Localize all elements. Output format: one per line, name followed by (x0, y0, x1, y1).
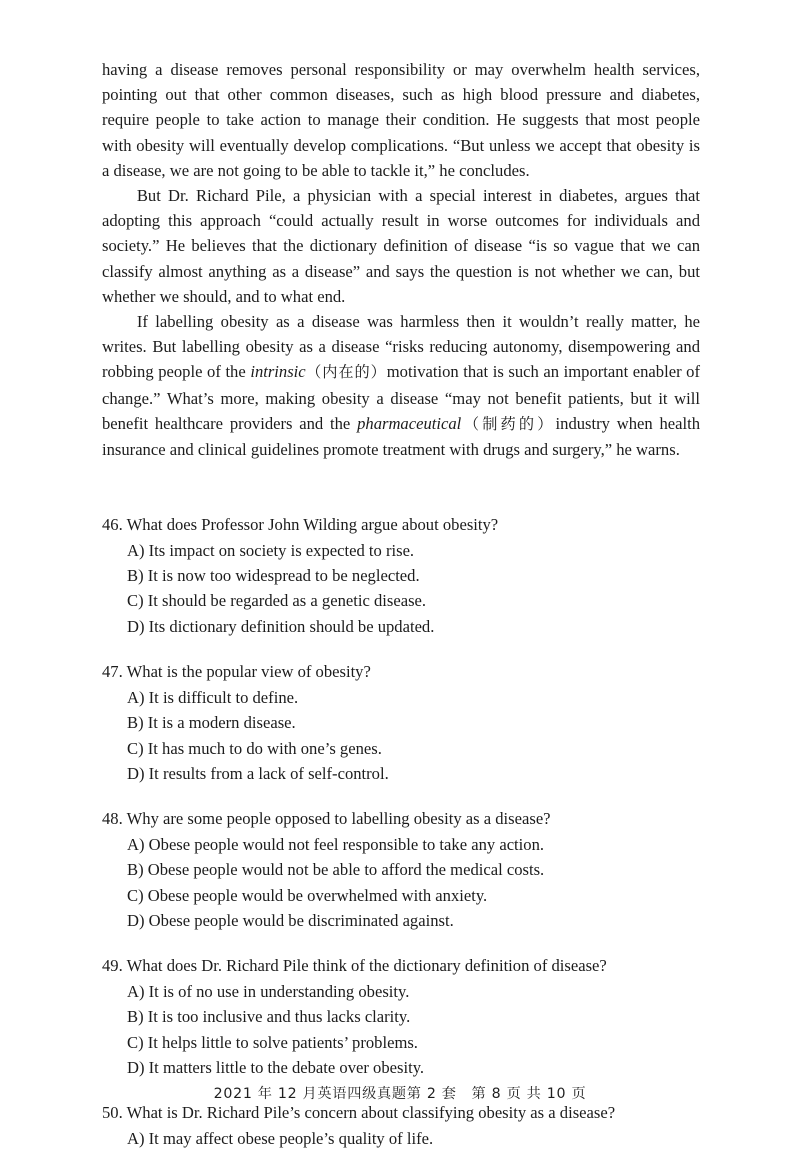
option-item[interactable]: A) Its impact on society is expected to rise. (127, 540, 415, 560)
question-stem (102, 953, 700, 978)
question-text: What is Dr. Richard Pile’s concern about classifying obesity as a disease? (126, 1103, 616, 1123)
question-number: 50. (102, 1103, 123, 1123)
passage-paragraph (102, 57, 700, 183)
option-item[interactable]: D) Obese people would be discriminated against. (127, 910, 454, 930)
footer-text: 2021 年 12 月英语四级真题第 2 套 第 8 页 共 10 页 (213, 1086, 587, 1102)
question-stem (102, 806, 700, 831)
passage-text: If labelling obesity as a disease was harmless then it wouldn’t really matter, he writes. But labelling obesity as a disease “risks reducing autonomy, disempowering and robbing people of the (102, 312, 700, 382)
question-item (102, 953, 700, 1080)
question-text: What is the popular view of obesity? (126, 662, 371, 682)
passage-text: motivation that is such an important enabler of change.” What’s more, making obesity a disease “may not benefit patients, but it will benefit healthcare providers and the (102, 362, 701, 433)
option-item[interactable]: A) It is of no use in understanding obesity. (127, 981, 410, 1001)
option-item[interactable]: D) It results from a lack of self-control. (127, 763, 389, 783)
option-list (102, 832, 700, 934)
question-item (102, 1100, 700, 1151)
question-stem (102, 512, 700, 537)
passage-text: industry when health insurance and clinical guidelines promote treatment with drugs and surgery,” he warns. (102, 413, 700, 460)
option-item[interactable]: C) It has much to do with one’s genes. (127, 738, 382, 758)
option-item[interactable]: A) It may affect obese people’s quality of life. (127, 1128, 434, 1148)
passage-text: But Dr. Richard Pile, a physician with a special interest in diabetes, argues that adopting this approach “could actually result in worse outcomes for individuals and society.” He believes that the dictionary definition of disease “is so vague that we can classify almost anything as a disease” and says the question is not whether we can, but whether we should, and to what end. (102, 186, 700, 306)
option-item[interactable]: B) It is now too widespread to be neglected. (127, 566, 420, 586)
passage-paragraph (102, 183, 700, 309)
chinese-gloss: （制药的） (461, 414, 556, 433)
option-item[interactable]: D) Its dictionary definition should be updated. (127, 616, 435, 636)
option-list (102, 1126, 700, 1151)
option-list (102, 685, 700, 787)
option-item[interactable]: B) It is a modern disease. (127, 713, 296, 733)
option-item[interactable]: D) It matters little to the debate over obesity. (127, 1057, 425, 1077)
option-item[interactable]: B) Obese people would not be able to afford the medical costs. (127, 860, 545, 880)
reading-passage (102, 57, 700, 462)
question-item (102, 512, 700, 639)
question-number: 46. (102, 515, 123, 535)
glossed-term: intrinsic (250, 362, 306, 382)
passage-paragraph (102, 309, 700, 462)
questions-list (102, 512, 700, 1151)
question-number: 47. (102, 662, 123, 682)
question-stem (102, 659, 700, 684)
glossed-term: pharmaceutical (357, 413, 462, 433)
question-text: What does Professor John Wilding argue about obesity? (126, 515, 499, 535)
option-item[interactable]: A) It is difficult to define. (127, 687, 299, 707)
question-item (102, 659, 700, 786)
question-number: 48. (102, 809, 123, 829)
page-footer (0, 1083, 800, 1103)
option-item[interactable]: C) It helps little to solve patients’ problems. (127, 1032, 418, 1052)
option-list (102, 538, 700, 640)
question-stem (102, 1100, 700, 1125)
option-list (102, 979, 700, 1081)
question-text: What does Dr. Richard Pile think of the dictionary definition of disease? (126, 956, 607, 976)
chinese-gloss: （内在的） (305, 363, 387, 382)
question-text: Why are some people opposed to labelling obesity as a disease? (126, 809, 551, 829)
option-item[interactable]: A) Obese people would not feel responsible to take any action. (127, 834, 545, 854)
option-item[interactable]: C) Obese people would be overwhelmed with anxiety. (127, 885, 488, 905)
passage-text: having a disease removes personal responsibility or may overwhelm health services, pointing out that other common diseases, such as high blood pressure and diabetes, require people to take action to manage their condition. He suggests that most people with obesity will eventually develop complications. “But unless we accept that obesity is a disease, we are not going to be able to tackle it,” he concludes. (102, 60, 700, 180)
option-item[interactable]: C) It should be regarded as a genetic disease. (127, 591, 427, 611)
option-item[interactable]: B) It is too inclusive and thus lacks clarity. (127, 1007, 411, 1027)
question-item (102, 806, 700, 933)
question-number: 49. (102, 956, 123, 976)
page-content (102, 57, 700, 1151)
